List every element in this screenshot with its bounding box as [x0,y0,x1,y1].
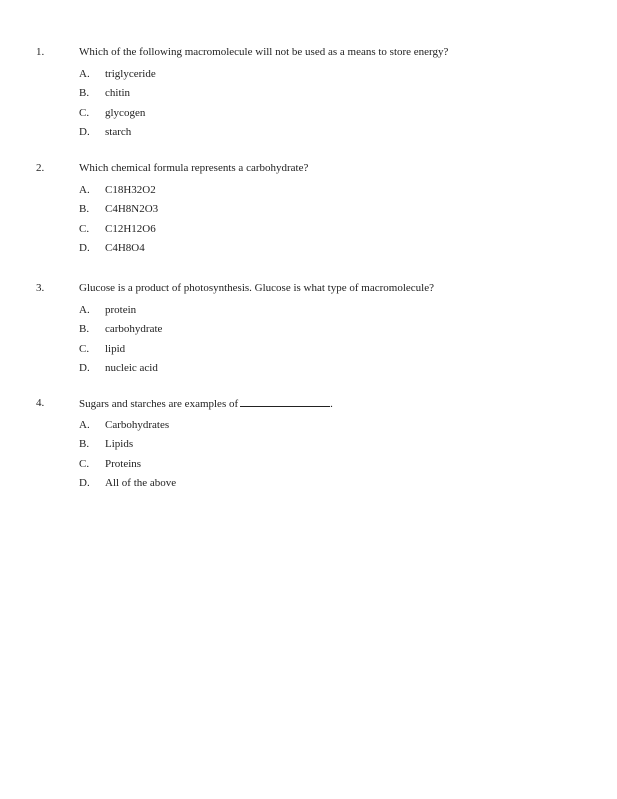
answer-option [0,342,617,361]
option-letter: C. [79,222,90,235]
option-text: C4H8O4 [105,241,145,254]
answer-option [0,361,617,380]
option-letter: D. [79,125,90,138]
option-text: lipid [105,342,126,355]
answer-options [0,183,617,260]
option-letter: C. [79,342,90,355]
answer-option [0,106,617,125]
answer-option [0,322,617,341]
answer-options [0,303,617,380]
option-letter: A. [79,419,90,431]
option-letter: A. [79,184,90,196]
answer-option [0,222,617,241]
answer-option [0,418,617,437]
answer-options [0,418,617,495]
question-number: 4. [36,397,45,409]
answer-option [0,183,617,202]
option-letter: D. [79,361,90,374]
option-letter: D. [79,476,90,489]
answer-option [0,86,617,105]
answer-option [0,437,617,456]
option-letter: D. [79,241,90,254]
question-text-line [79,396,333,411]
option-text: Lipids [105,438,134,451]
answer-option [0,303,617,322]
answer-options [0,67,617,144]
option-text: chitin [105,87,131,100]
answer-option [0,125,617,144]
answer-blank [240,396,330,407]
question-text: Sugars and starches are examples of [79,398,239,410]
option-letter: A. [79,304,90,316]
option-letter: B. [79,438,90,451]
option-text: carbohydrate [105,323,163,336]
option-text: C12H12O6 [105,222,156,235]
answer-option [0,241,617,260]
option-text: Carbohydrates [105,419,170,431]
option-text: C4H8N2O3 [105,203,159,216]
question-text: Glucose is a product of photosynthesis. Glucose is what type of macromolecule? [79,282,434,294]
option-text: starch [105,125,132,138]
answer-option [0,457,617,476]
question-number: 1. [36,46,45,58]
option-letter: B. [79,203,90,216]
answer-option [0,202,617,221]
answer-option [0,476,617,495]
option-text: Proteins [105,457,142,470]
question-text: Which of the following macromolecule will not be used as a means to store energy? [79,46,449,58]
option-letter: C. [79,106,90,119]
option-letter: A. [79,68,90,80]
option-text: All of the above [105,476,177,489]
question-text-end: . [330,398,333,410]
option-text: nucleic acid [105,361,158,374]
option-letter: B. [79,87,90,100]
option-letter: C. [79,457,90,470]
question-number: 2. [36,162,45,174]
question-number: 3. [36,282,45,294]
option-text: protein [105,304,137,316]
option-text: glycogen [105,106,146,119]
option-text: C18H32O2 [105,184,156,196]
option-text: triglyceride [105,68,156,80]
option-letter: B. [79,323,90,336]
question-text: Which chemical formula represents a carbohydrate? [79,162,309,174]
answer-option [0,67,617,86]
